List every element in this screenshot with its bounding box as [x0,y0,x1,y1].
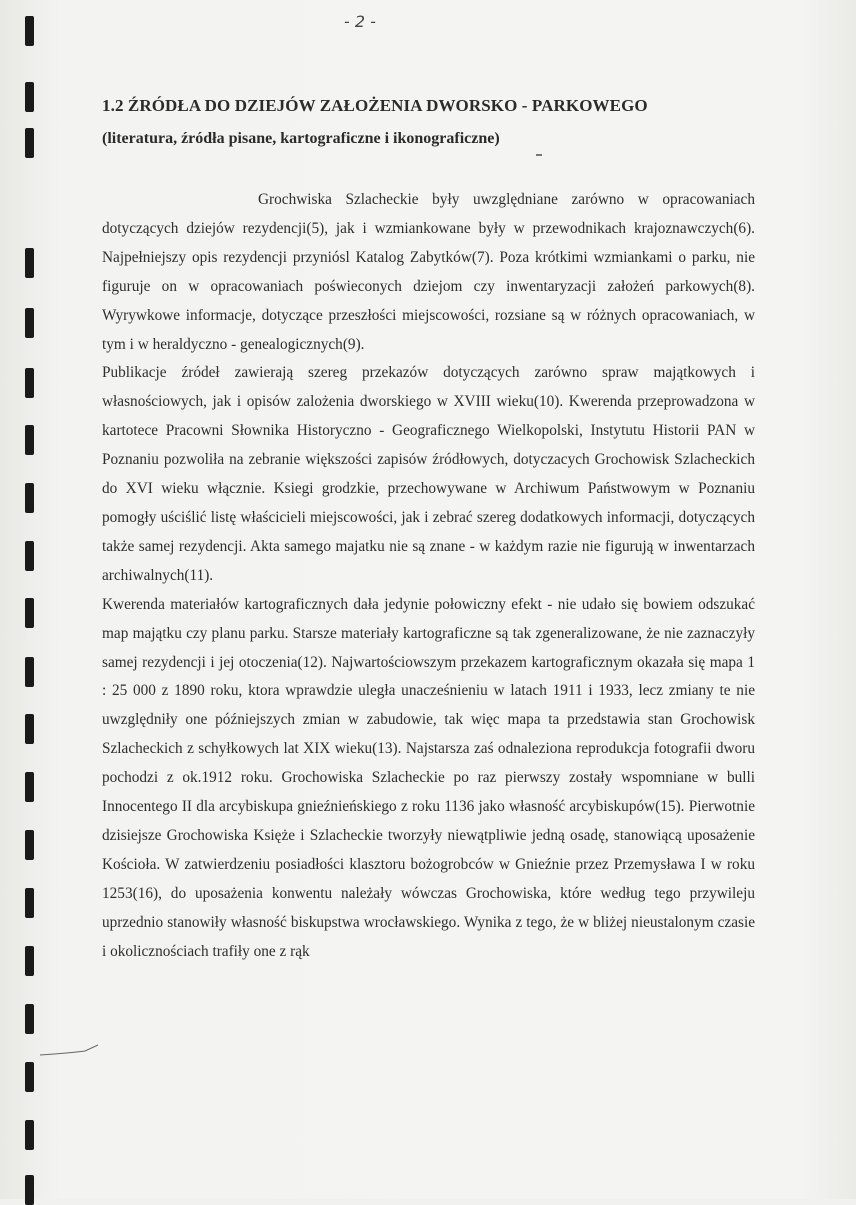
binding-holes [0,0,60,1199]
binding-hole [25,946,34,976]
binding-hole [25,308,34,338]
binding-hole [25,657,34,687]
binding-hole [25,830,34,860]
margin-pencil-mark [40,1043,100,1061]
binding-hole [25,483,34,513]
heading-title: 1.2 ŹRÓDŁA DO DZIEJÓW ZAŁOŻENIA DWORSKO - PARKOWEGO [102,96,648,115]
page-number: - 2 - [344,12,376,31]
paragraph: Kwerenda materiałów kartograficznych dała jedynie połowiczny efekt - nie udało się bowiem odszukać map majątku czy planu parku. Starsze materiały kartograficzne są tak zgeneralizowane, że nie zaznaczyły samej rezydencji i jej otoczenia(12). Najwartościowszym przekazem kartograficznym okazała się mapa 1 : 25 000 z 1890 roku, ktora wprawdzie uległa unacześnieniu w latach 1911 i 1933, lecz zmiany te nie uwzględniły one późniejszych zmian w zabudowie, tak więc mapa ta przedstawia stan Grochowisk Szlacheckich z schyłkowych lat XIX wieku(13). Najstarsza zaś odnaleziona reprodukcja fotografii dworu pochodzi z ok.1912 roku. Grochowiska Szlacheckie po raz pierwszy zostały wspomniane w bulli Innocentego II dla arcybiskupa gnieźnieńskiego z roku 1136 jako własność arcybiskupów(15). Pierwotnie dzisiejsze Grochowiska Księże i Szlacheckie tworzyły niewątpliwie jedną osadę, stanowiącą uposażenie Kościoła. W zatwierdzeniu posiadłości klasztoru bożogrobców w Gnieźnie przez Przemysława I w roku 1253(16), do uposażenia konwentu należały wówczas Grochowiska, które według tego przywileju uprzednio stanowiły własność biskupstwa wrocławskiego. Wynika z tego, że w bliżej nieustalonym czasie i okolicznościach trafiły one z rąk [102,595,755,960]
binding-hole [25,16,34,46]
binding-hole [25,248,34,278]
section-heading [102,94,782,150]
binding-hole [25,128,34,158]
ink-speck [536,154,542,156]
binding-hole [25,541,34,571]
binding-hole [25,425,34,455]
binding-hole [25,1004,34,1034]
binding-hole [25,888,34,918]
paragraph: Grochwiska Szlacheckie były uwzględniane zarówno w opracowaniach dotyczących dziejów rezydencji(5), jak i wzmiankowane były w przewodnikach krajoznawczych(6). Najpełniejszy opis rezydencji przyniósl Katalog Zabytków(7). Poza krótkimi wzmiankami o parku, nie figuruje on w opracowaniach poświeconych dziejom czy inwentaryzacji założeń parkowych(8). Wyrywkowe informacje, dotyczące przeszłości miejscowości, rozsiane są w różnych opracowaniach, w tym i w heraldyczno - genealogicznych(9). [102,191,755,353]
binding-hole [25,1062,34,1092]
body-text [102,186,755,966]
paragraph: Publikacje źródeł zawierają szereg przekazów dotyczących zarówno spraw majątkowych i własnościowych, jak i opisów zalożenia dworskiego w XVIII wieku(10). Kwerenda przeprowadzona w kartotece Pracowni Słownika Historyczno - Geograficznego Wielkopolski, Instytutu Historii PAN w Poznaniu pozwoliła na zebranie większości zapisów źródłowych, dotyczacych Grochowisk Szlacheckich do XVI wieku włącznie. Ksiegi grodzkie, przechowywane w Archiwum Państwowym w Poznaniu pomogły uściślić listę właścicieli miejscowości, jak i zebrać szereg dodatkowych informacji, dotyczących także samej rezydencji. Akta samego majatku nie są znane - w każdym razie nie figurują w inwentarzach archiwalnych(11). [102,364,755,584]
binding-hole [25,714,34,744]
binding-hole [25,82,34,112]
heading-subtitle: (literatura, źródła pisane, kartograficzne i ikonograficzne) [102,130,500,147]
binding-hole [25,1175,34,1205]
binding-hole [25,772,34,802]
binding-hole [25,598,34,628]
binding-hole [25,368,34,398]
binding-hole [25,1120,34,1150]
